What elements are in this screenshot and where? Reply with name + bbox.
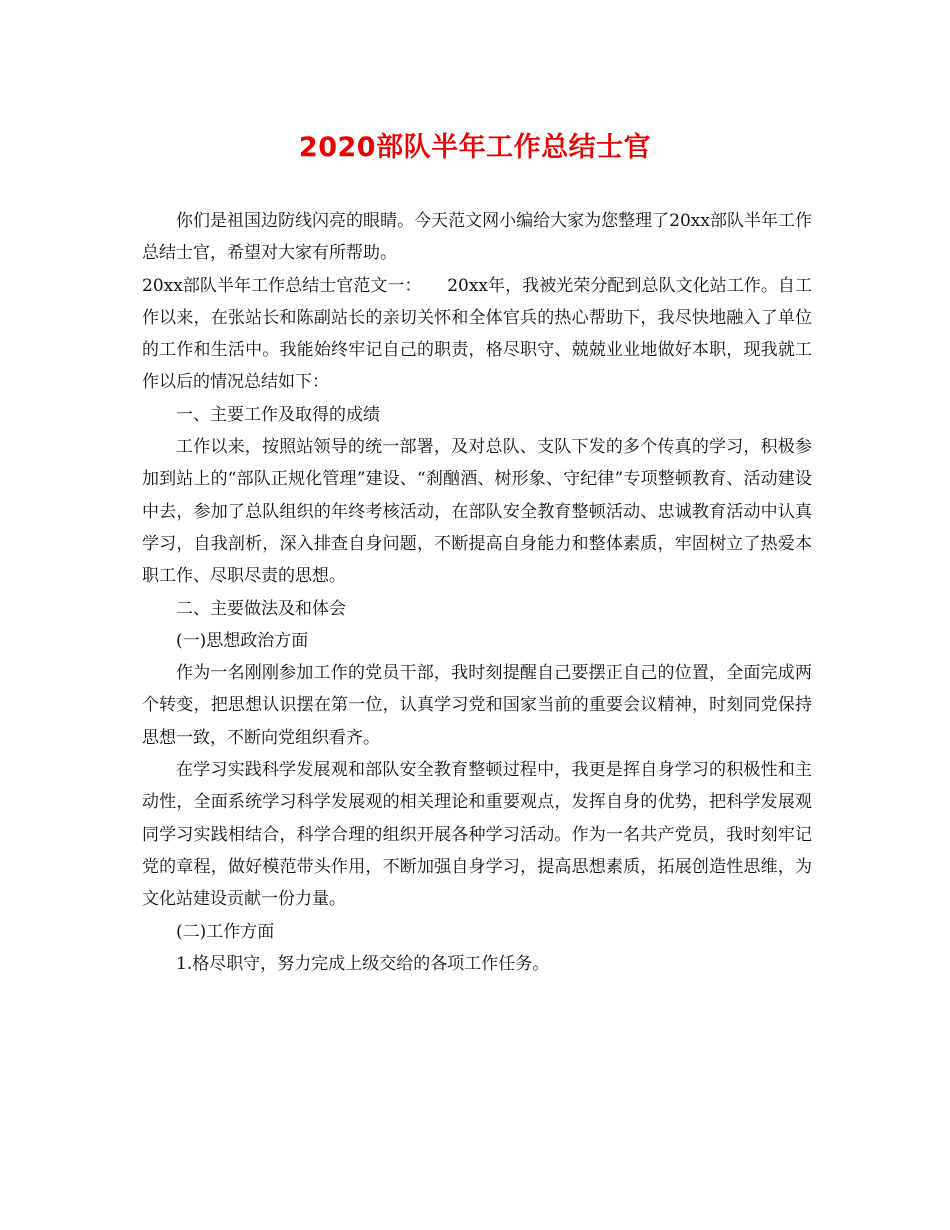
paragraph-sample-one: 20xx部队半年工作总结士官范文一： 20xx年，我被光荣分配到总队文化站工作。自工作以来，在张站长和陈副站长的亲切关怀和全体官兵的热心帮助下，我尽快地融入了单位的工作和生活中。我能始终牢记自己的职责，格尽职守、兢兢业业地做好本职，现我就工作以后的情况总结如下： [142, 275, 812, 393]
paragraph-work-item-1: 1.格尽职守，努力完成上级交给的各项工作任务。 [176, 953, 550, 974]
paragraph-main-work: 工作以来，按照站领导的统一部署，及对总队、支队下发的多个传真的学习，积极参加到站上的“部队正规化管理”建设、“刹酗酒、树形象、守纪律”专项整顿教育、活动建设中去，参加了总队组织的年终考核活动，在部队安全教育整顿活动、忠诚教育活动中认真学习，自我剖析，深入排查自身问题，不断提高自身能力和整体素质，牢固树立了热爱本职工作、尽职尽责的思想。 [142, 437, 812, 587]
section-heading-methods: 二、主要做法及和体会 [176, 598, 346, 619]
section-heading-main-work: 一、主要工作及取得的成绩 [176, 404, 380, 425]
subsection-heading-work: (二)工作方面 [176, 921, 275, 942]
subsection-heading-political: (一)思想政治方面 [176, 630, 309, 651]
document-title: 2020部队半年工作总结士官 [298, 132, 652, 163]
document-body [142, 205, 812, 980]
paragraph-political-1: 作为一名刚刚参加工作的党员干部，我时刻提醒自己要摆正自己的位置，全面完成两个转变，把思想认识摆在第一位，认真学习党和国家当前的重要会议精神，时刻同党保持思想一致，不断向党组织看齐。 [142, 663, 812, 748]
paragraph-intro: 你们是祖国边防线闪亮的眼睛。今天范文网小编给大家为您整理了20xx部队半年工作总结士官，希望对大家有所帮助。 [142, 211, 812, 264]
paragraph-political-2: 在学习实践科学发展观和部队安全教育整顿过程中，我更是挥自身学习的积极性和主动性，全面系统学习科学发展观的相关理论和重要观点，发挥自身的优势，把科学发展观同学习实践相结合，科学合理的组织开展各种学习活动。作为一名共产党员，我时刻牢记党的章程，做好模范带头作用，不断加强自身学习，提高思想素质，拓展创造性思维，为文化站建设贡献一份力量。 [142, 760, 812, 910]
